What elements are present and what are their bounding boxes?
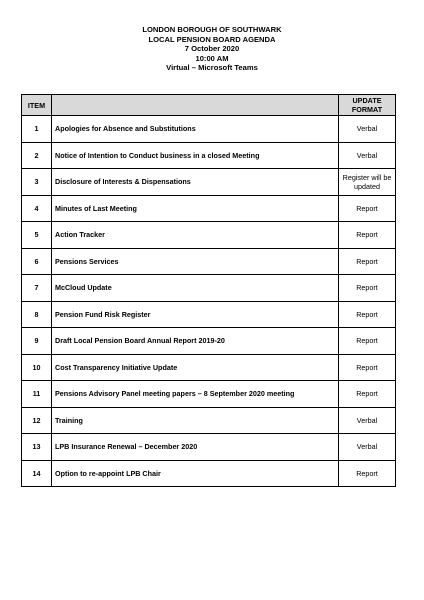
table-row [22,222,396,249]
item-title: Disclosure of Interests & Dispensations [52,169,339,196]
item-format: Verbal [339,116,396,143]
item-format: Report [339,222,396,249]
table-row [22,460,396,487]
council-name: LONDON BOROUGH OF SOUTHWARK [142,25,282,34]
agenda-table-header-row [22,95,396,116]
item-number: 14 [22,460,52,487]
item-number: 10 [22,354,52,381]
agenda-header [0,25,424,73]
item-number: 9 [22,328,52,355]
item-title: McCloud Update [52,275,339,302]
item-title: LPB Insurance Renewal – December 2020 [52,434,339,461]
item-format: Verbal [339,434,396,461]
column-header-title [52,95,339,116]
table-row [22,407,396,434]
table-row [22,328,396,355]
meeting-time: 10:00 AM [195,53,229,63]
item-format: Register will be updated [339,169,396,196]
item-number: 2 [22,142,52,169]
item-number: 7 [22,275,52,302]
item-format: Report [339,275,396,302]
meeting-date: 7 October 2020 [184,44,240,54]
item-number: 6 [22,248,52,275]
item-number: 8 [22,301,52,328]
item-format: Report [339,248,396,275]
item-number: 11 [22,381,52,408]
table-row [22,434,396,461]
table-row [22,248,396,275]
item-title: Pensions Services [52,248,339,275]
item-title: Pension Fund Risk Register [52,301,339,328]
table-row [22,275,396,302]
document-title: LOCAL PENSION BOARD AGENDA [148,34,276,44]
item-number: 4 [22,195,52,222]
table-row [22,116,396,143]
item-title: Minutes of Last Meeting [52,195,339,222]
item-number: 12 [22,407,52,434]
table-row [22,195,396,222]
item-title: Notice of Intention to Conduct business in a closed Meeting [52,142,339,169]
item-format: Report [339,460,396,487]
agenda-table [21,94,396,487]
item-number: 3 [22,169,52,196]
item-title: Draft Local Pension Board Annual Report 2019-20 [52,328,339,355]
table-row [22,142,396,169]
item-title: Pensions Advisory Panel meeting papers – 8 September 2020 meeting [52,381,339,408]
column-header-item: ITEM [22,95,52,116]
item-title: Cost Transparency Initiative Update [52,354,339,381]
item-format: Report [339,195,396,222]
column-header-update-format: UPDATE FORMAT [339,95,396,116]
table-row [22,381,396,408]
item-title: Training [52,407,339,434]
table-row [22,301,396,328]
item-title: Action Tracker [52,222,339,249]
item-title: Option to re-appoint LPB Chair [52,460,339,487]
item-format: Report [339,354,396,381]
item-number: 13 [22,434,52,461]
item-number: 1 [22,116,52,143]
table-row [22,354,396,381]
item-format: Report [339,301,396,328]
item-title: Apologies for Absence and Substitutions [52,116,339,143]
table-row [22,169,396,196]
item-format: Report [339,381,396,408]
meeting-location: Virtual – Microsoft Teams [166,63,258,73]
item-number: 5 [22,222,52,249]
item-format: Verbal [339,142,396,169]
item-format: Verbal [339,407,396,434]
item-format: Report [339,328,396,355]
